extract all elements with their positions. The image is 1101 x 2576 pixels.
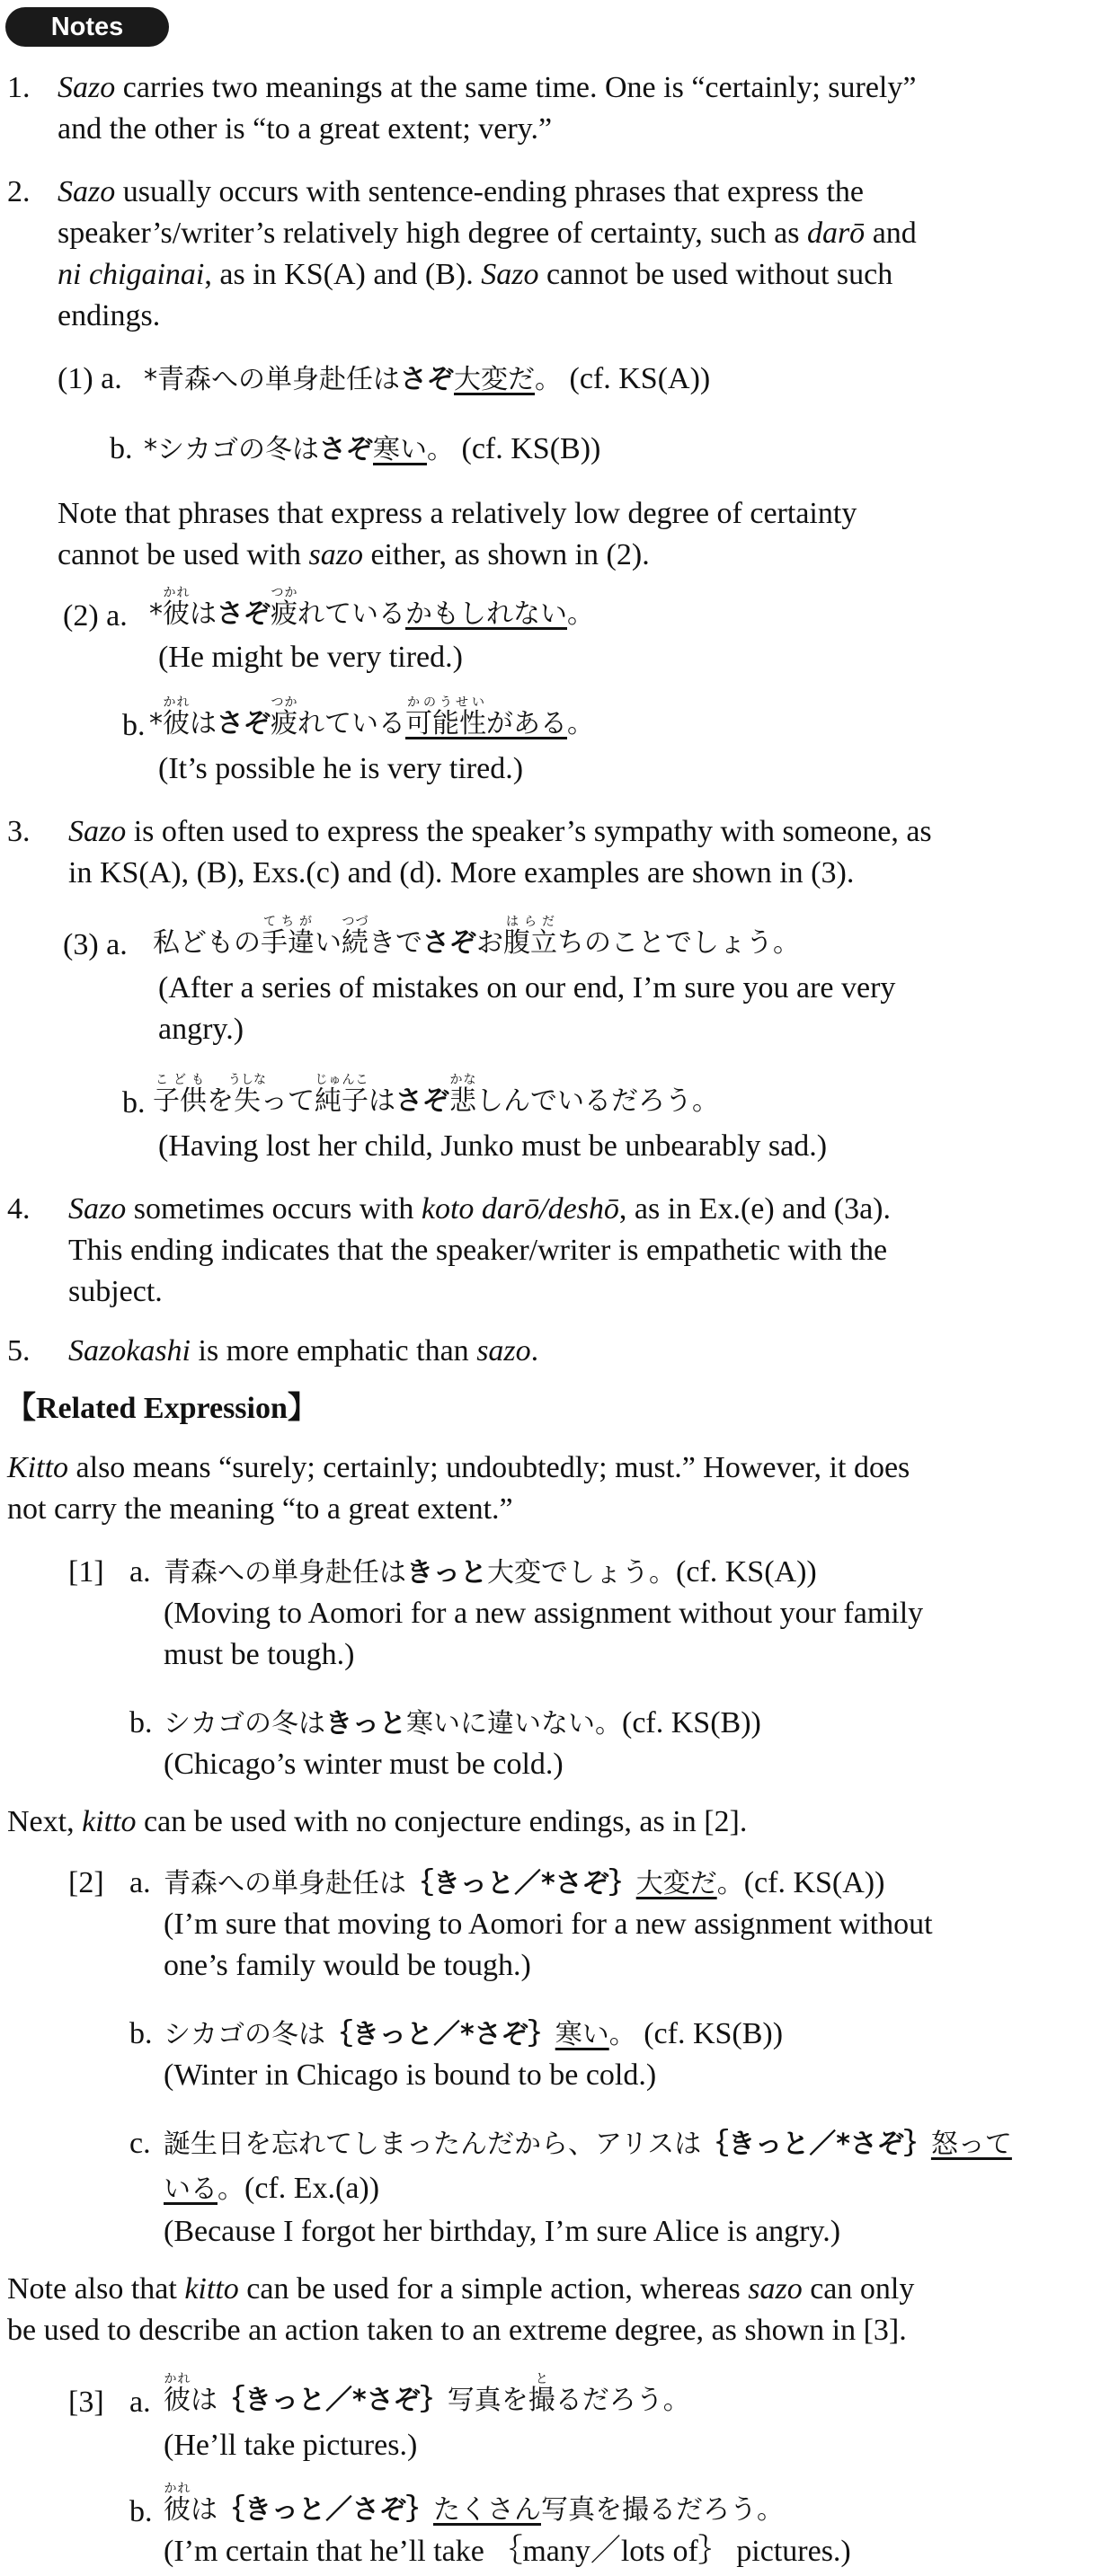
note-4-line-3: subject. [68, 1275, 163, 1308]
kanji: 彼 [163, 708, 190, 739]
translation: angry.) [158, 1013, 244, 1046]
note-2b-line-2 [58, 536, 650, 575]
note-number: 2. [7, 175, 31, 208]
asterisk: * [149, 708, 163, 739]
jp-text: 。 [567, 708, 594, 739]
note-number: 1. [7, 71, 31, 104]
example-label: b. [129, 2495, 153, 2528]
sazo-bold: さぞ [217, 708, 271, 739]
text: cannot be used with [58, 538, 309, 571]
note-1-line-2: and the other is “to a great extent; very.” [58, 112, 553, 146]
options-bold: ｛きっと／*さぞ｝ [325, 2019, 555, 2050]
ruby-tsuzuki [342, 915, 368, 959]
jp-underlined: 寒い [373, 434, 427, 465]
term-sazo: Sazo [58, 71, 116, 104]
jp-text: 写真を撮るだろう。 [541, 2494, 784, 2526]
example-label: [2] [68, 1866, 104, 1899]
note-2b-line-1: Note that phrases that express a relatively low degree of certainty [58, 497, 857, 530]
example-label: a. [129, 1555, 151, 1589]
example-label: b. [129, 2017, 153, 2050]
jp-text: るだろう。 [555, 2385, 690, 2416]
sazo-bold: さぞ [395, 1085, 449, 1117]
translation: (He’ll take pictures.) [164, 2429, 418, 2462]
options-bold: ｛きっと／*さぞ｝ [406, 1868, 636, 1899]
translation: must be tough.) [164, 1638, 355, 1671]
example-label: [1] [68, 1555, 104, 1589]
ruby-tsuka [271, 586, 297, 630]
ruby-kodomo [153, 1073, 207, 1117]
term-sazo: Sazo [58, 175, 116, 208]
text: , as in Ex.(e) and (3a). [618, 1192, 892, 1226]
asterisk: * [149, 598, 163, 630]
note-also-line-2: be used to describe an action taken to an extreme degree, as shown in [3]. [7, 2314, 907, 2347]
term-kitto: Kitto [7, 1451, 69, 1484]
jp-text: しんでいるだろう。 [476, 1085, 719, 1117]
reference: (cf. KS(B)) [622, 1706, 761, 1739]
example-label: b. [122, 709, 146, 742]
furigana: はらだ [503, 915, 557, 929]
kanji: 失 [228, 1085, 266, 1117]
jp-text: 。 [567, 598, 594, 630]
term-sazo: Sazo [481, 258, 539, 291]
jp-text: って [261, 1085, 315, 1117]
term: Sazokashi [68, 1334, 191, 1368]
furigana: かれ [163, 586, 190, 600]
example-label: c. [129, 2127, 151, 2160]
jp-text: お [476, 927, 503, 959]
ruby-kare [163, 586, 190, 630]
reference: (cf. KS(A)) [743, 1866, 885, 1899]
sazo-bold: さぞ [319, 434, 373, 465]
text: can be used for a simple action, whereas [238, 2272, 749, 2306]
note-1-line-1 [58, 68, 916, 108]
term-sazo: sazo [748, 2272, 803, 2306]
jp-underlined: たくさん [433, 2494, 541, 2526]
jp-text: ちのことでしょう。 [557, 927, 800, 959]
reference: (cf. KS(B)) [644, 2017, 784, 2050]
sazo-bold: さぞ [400, 364, 454, 395]
text: . [530, 1334, 539, 1368]
furigana: かれ [164, 2482, 191, 2496]
related-example-3b [164, 2482, 784, 2529]
text: carries two meanings at the same time. One is “certainly; surely” [115, 71, 917, 104]
jp-underlined: かもしれない [405, 598, 567, 630]
related-example-2b [164, 2014, 783, 2054]
example-label: a. [129, 2386, 151, 2419]
text: Note also that [7, 2272, 185, 2306]
kanji: 続 [342, 927, 368, 959]
related-line-1 [7, 1448, 910, 1488]
term-sazo: sazo [476, 1334, 531, 1368]
term-sazo: Sazo [68, 815, 127, 848]
term: darō [806, 217, 866, 250]
kanji: 腹立 [503, 927, 557, 959]
note-2-line-4: endings. [58, 299, 161, 332]
jp-underlined: 怒って [930, 2129, 1012, 2160]
reference: (cf. KS(A)) [569, 362, 711, 395]
reference: (cf. KS(B)) [461, 432, 601, 465]
translation: (After a series of mistakes on our end, I’m sure you are very [158, 971, 896, 1005]
kanji: 彼 [163, 598, 190, 630]
jp-text: 。 [608, 2019, 636, 2050]
note-3-line-2: in KS(A), (B), Exs.(c) and (d). More examples are shown in (3). [68, 856, 855, 890]
note-number: 5. [7, 1334, 31, 1368]
jp-text: 。 [427, 434, 454, 465]
example-label: b. [129, 1706, 153, 1739]
jp-underlined: 大変だ [454, 364, 535, 395]
ruby-kare [164, 2372, 191, 2416]
example-3a [153, 915, 800, 962]
text: either, as shown in (2). [362, 538, 650, 571]
translation: one’s family would be tough.) [164, 1949, 531, 1982]
kanji: 子供 [153, 1085, 207, 1117]
jp-text: は [190, 598, 217, 630]
jp-text: は [191, 2494, 218, 2526]
kanji: 彼 [164, 2385, 191, 2416]
text: can be used with no conjecture endings, as in [2]. [136, 1805, 748, 1838]
example-2b [149, 695, 594, 743]
jp-text: シカゴの冬は [164, 1708, 325, 1739]
term: koto darō/deshō [421, 1192, 619, 1226]
note-number: 3. [7, 815, 31, 848]
related-heading: 【Related Expression】 [5, 1392, 318, 1425]
jp-text: 青森への単身赴任は [164, 1868, 406, 1899]
jp-text: 写真を [447, 2385, 528, 2416]
ruby-tsuka [271, 695, 297, 739]
note-4-line-2: This ending indicates that the speaker/writer is empathetic with the [68, 1234, 888, 1267]
jp-text: 大変でしょう。 [487, 1557, 676, 1589]
furigana: じゅんこ [315, 1073, 368, 1087]
example-1b [144, 429, 600, 469]
sazo-bold: さぞ [217, 598, 271, 630]
jp-text: 。 [218, 2173, 244, 2205]
reference: (cf. KS(A)) [676, 1555, 817, 1589]
text: can only [802, 2272, 915, 2306]
jp-underlined: 寒い [555, 2019, 609, 2050]
example-label: (3) a. [63, 928, 128, 961]
related-example-3a [164, 2372, 690, 2420]
note-2-line-1 [58, 173, 864, 212]
jp-underlined: いる [164, 2173, 218, 2205]
sazo-bold: さぞ [422, 927, 476, 959]
related-example-2c [164, 2124, 1012, 2164]
example-label: [3] [68, 2386, 104, 2419]
text: Next, [7, 1805, 83, 1838]
text: cannot be used without such [538, 258, 893, 291]
jp-text: い [315, 927, 342, 959]
note-2-line-2 [58, 214, 917, 253]
ruby-junko [315, 1073, 368, 1117]
jp-text: 寒いに違いない。 [406, 1708, 622, 1739]
text: speaker’s/writer’s relatively high degree of certainty, such as [58, 217, 807, 250]
jp-text: *青森への単身赴任は [144, 364, 400, 395]
furigana: かれ [164, 2372, 191, 2386]
furigana: かれ [163, 695, 190, 710]
reference: (cf. Ex.(a)) [244, 2172, 380, 2205]
ruby-toru [528, 2372, 555, 2416]
kanji: 可能性 [405, 708, 486, 739]
example-label: (2) a. [63, 599, 128, 633]
kanji: 手違 [261, 927, 315, 959]
jp-text: は [191, 2385, 218, 2416]
example-label: b. [110, 432, 133, 465]
jp-text: は [368, 1085, 395, 1117]
example-label: a. [129, 1866, 151, 1899]
example-1a [144, 359, 710, 399]
translation: (Winter in Chicago is bound to be cold.) [164, 2058, 657, 2092]
text: , as in KS(A) and (B). [204, 258, 482, 291]
note-2-line-3 [58, 255, 892, 295]
translation: (It’s possible he is very tired.) [158, 752, 524, 785]
jp-underlined: 大変だ [635, 1868, 717, 1899]
term: ni chigainai [58, 258, 205, 291]
ruby-ushinau [228, 1073, 266, 1117]
next-paragraph [7, 1802, 747, 1842]
note-5-line [68, 1332, 538, 1371]
notes-badge: Notes [5, 7, 169, 47]
jp-text: れている [297, 598, 405, 630]
translation: (I’m certain that he’ll take ｛many／lots of｝ pictures.) [164, 2535, 851, 2568]
text: is often used to express the speaker’s sympathy with someone, as [126, 815, 932, 848]
translation: (Because I forgot her birthday, I’m sure Alice is angry.) [164, 2215, 841, 2248]
jp-text: 。 [716, 1868, 744, 1899]
example-label: b. [122, 1086, 146, 1120]
related-example-1a [164, 1553, 817, 1592]
ruby-kare [163, 695, 190, 739]
furigana: うしな [228, 1073, 266, 1087]
ruby-kanousei [405, 695, 486, 739]
note-4-line-1 [68, 1190, 891, 1229]
options-bold: ｛きっと／*さぞ｝ [701, 2129, 931, 2160]
example-2a [149, 586, 594, 633]
jp-text: 誕生日を忘れてしまったんだから、アリスは [164, 2129, 702, 2160]
jp-text: 私どもの [153, 927, 261, 959]
translation: (Having lost her child, Junko must be unbearably sad.) [158, 1129, 828, 1163]
term-sazo: Sazo [68, 1192, 127, 1226]
kanji: 彼 [164, 2494, 191, 2526]
text: sometimes occurs with [126, 1192, 422, 1226]
jp-text: れている [297, 708, 405, 739]
term-kitto: kitto [184, 2272, 239, 2306]
text: also means “surely; certainly; undoubtedly; must.” However, it does [68, 1451, 910, 1484]
furigana: かな [449, 1073, 476, 1087]
note-3-line-1 [68, 812, 932, 852]
jp-text: きで [368, 927, 422, 959]
kanji: 疲 [271, 708, 297, 739]
example-label: (1) a. [58, 362, 122, 395]
example-3b [153, 1073, 719, 1120]
kanji: 疲 [271, 598, 297, 630]
term-kitto: kitto [82, 1805, 137, 1838]
options-bold: ｛きっと／*さぞ｝ [218, 2385, 448, 2416]
related-example-2c-cont [164, 2169, 379, 2209]
ruby-kare [164, 2482, 191, 2526]
jp-text: 。 [535, 364, 562, 395]
note-also-line-1 [7, 2270, 914, 2309]
kitto-bold: きっと [406, 1557, 487, 1589]
furigana: てちが [261, 915, 315, 929]
jp-text: は [190, 708, 217, 739]
jp-text: を [207, 1085, 234, 1117]
term-sazo: sazo [308, 538, 363, 571]
text: usually occurs with sentence-ending phrases that express the [115, 175, 864, 208]
furigana: と [528, 2372, 555, 2386]
jp-text: 青森への単身赴任は [164, 1557, 406, 1589]
related-line-2: not carry the meaning “to a great extent.” [7, 1492, 513, 1526]
translation: (He might be very tired.) [158, 641, 463, 674]
jp-text: シカゴの冬は [164, 2019, 325, 2050]
furigana: つか [271, 586, 297, 600]
furigana: つか [271, 695, 297, 710]
text: is more emphatic than [191, 1334, 477, 1368]
related-example-2a [164, 1863, 884, 1903]
text: and [865, 217, 917, 250]
jp-text: *シカゴの冬は [144, 434, 319, 465]
kitto-bold: きっと [325, 1708, 406, 1739]
furigana: こども [153, 1073, 207, 1087]
note-number: 4. [7, 1192, 31, 1226]
options-bold: ｛きっと／さぞ｝ [218, 2494, 433, 2526]
kanji: 純子 [315, 1085, 368, 1117]
translation: (I’m sure that moving to Aomori for a new assignment without [164, 1908, 933, 1941]
translation: (Moving to Aomori for a new assignment without your family [164, 1597, 924, 1630]
furigana: つづ [342, 915, 368, 929]
translation: (Chicago’s winter must be cold.) [164, 1748, 564, 1781]
ruby-techigai [261, 915, 315, 959]
ruby-kanashimu [449, 1073, 476, 1117]
kanji: 撮 [528, 2385, 555, 2416]
jp-underlined: がある [486, 708, 567, 739]
furigana: かのうせい [405, 695, 486, 710]
related-example-1b [164, 1704, 761, 1743]
ruby-haradachi [503, 915, 557, 959]
kanji: 悲 [449, 1085, 476, 1117]
